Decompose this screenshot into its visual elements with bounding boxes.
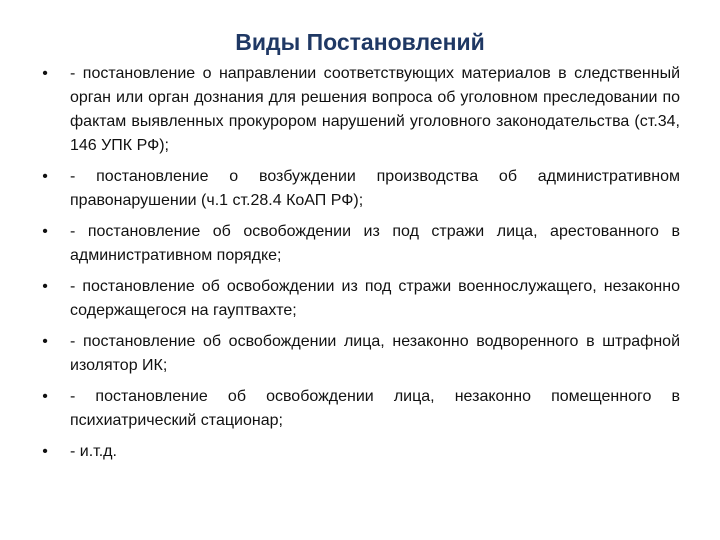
list-item bbox=[38, 220, 680, 268]
list-item bbox=[38, 385, 680, 433]
list-item bbox=[38, 165, 680, 213]
bullet-icon: • bbox=[42, 443, 48, 460]
bullet-icon: • bbox=[42, 333, 48, 350]
list-item-text: - постановление об освобождении из под стражи военнослужащего, незаконно содержащегося на гауптвахте; bbox=[70, 278, 680, 319]
bullet-icon: • bbox=[42, 168, 48, 185]
list-item-text: - постановление о направлении соответствующих материалов в следственный орган или орган дознания для решения вопроса об уголовном преследовании по фактам выявленных прокурором нарушений уголовного законодательства (ст.34, 146 УПК РФ); bbox=[70, 65, 680, 154]
bullet-icon: • bbox=[42, 223, 48, 240]
list-item-text: - постановление об освобождении лица, незаконно помещенного в психиатрический стационар; bbox=[70, 388, 680, 429]
list-item bbox=[38, 330, 680, 378]
bullet-list bbox=[38, 62, 680, 471]
list-item-text: - постановление об освобождении из под стражи лица, арестованного в административном порядке; bbox=[70, 223, 680, 264]
list-item bbox=[38, 62, 680, 158]
list-item bbox=[38, 275, 680, 323]
list-item-text: - постановление об освобождении лица, незаконно водворенного в штрафной изолятор ИК; bbox=[70, 333, 680, 374]
list-item-text: - постановление о возбуждении производства об административном правонарушении (ч.1 ст.28.4 КоАП РФ); bbox=[70, 168, 680, 209]
bullet-icon: • bbox=[42, 388, 48, 405]
slide-title: Виды Постановлений bbox=[235, 29, 485, 55]
list-item-text: - и.т.д. bbox=[70, 443, 117, 460]
list-item bbox=[38, 440, 680, 464]
bullet-icon: • bbox=[42, 65, 48, 82]
bullet-icon: • bbox=[42, 278, 48, 295]
